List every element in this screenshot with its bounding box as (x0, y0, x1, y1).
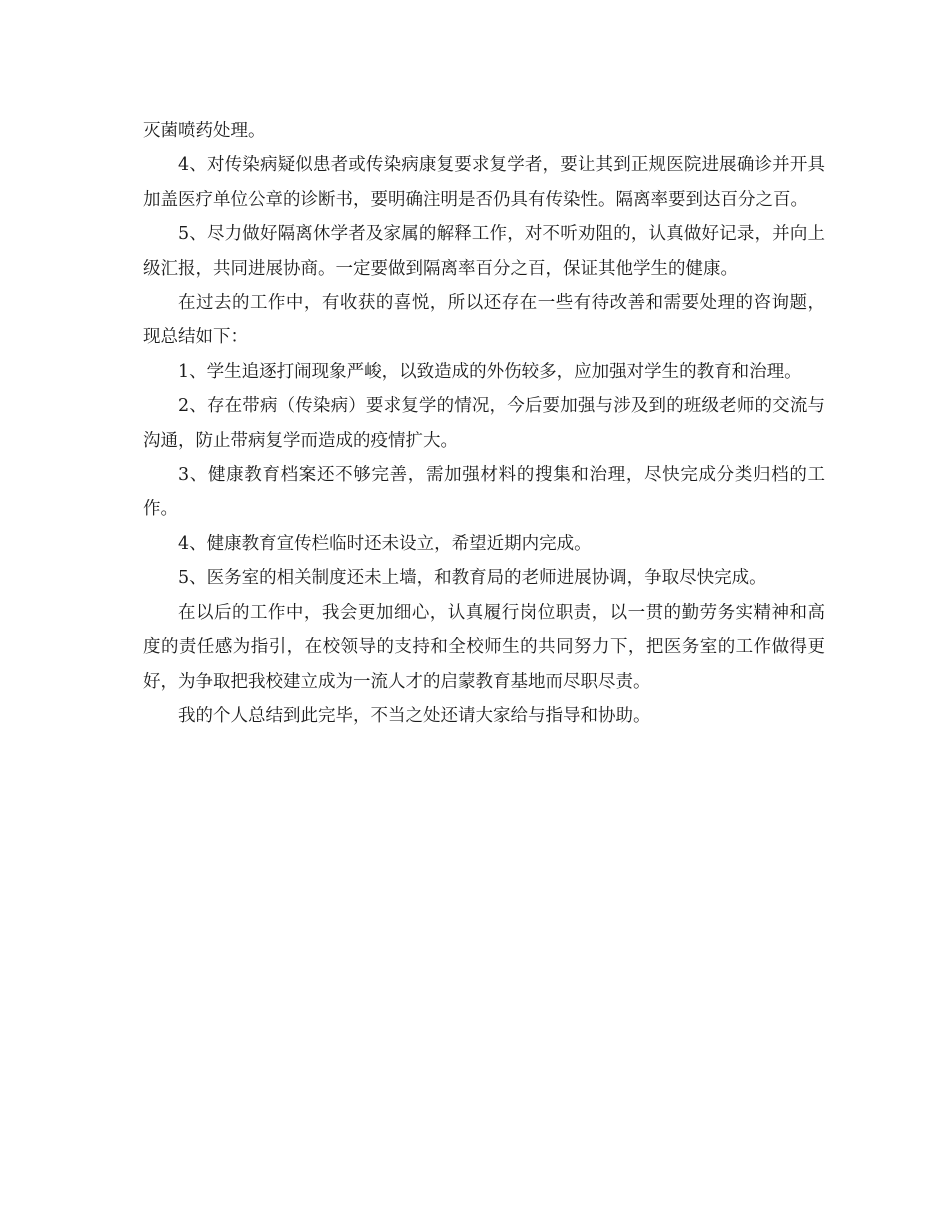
paragraph-summary-intro: 在过去的工作中，有收获的喜悦，所以还存在一些有待改善和需要处理的咨询题，现总结如下： (143, 293, 825, 348)
paragraph-issue-5: 5、医务室的相关制度还未上墙，和教育局的老师进展协调，争取尽快完成。 (178, 568, 767, 589)
paragraph-item-5-explanation: 5、尽力做好隔离休学者及家属的解释工作，对不听劝阻的，认真做好记录，并向上级汇报，共同进展协商。一定要做到隔离率百分之百，保证其他学生的健康。 (143, 224, 825, 279)
paragraph-issue-1: 1、学生追逐打闹现象严峻，以致造成的外伤较多，应加强对学生的教育和治理。 (178, 361, 802, 382)
paragraph-issue-2: 2、存在带病（传染病）要求复学的情况，今后要加强与涉及到的班级老师的交流与沟通，防止带病复学而造成的疫情扩大。 (143, 396, 825, 451)
paragraph-issue-3: 3、健康教育档案还不够完善，需加强材料的搜集和治理，尽快完成分类归档的工作。 (143, 465, 825, 520)
paragraph-item-4-diagnosis: 4、对传染病疑似患者或传染病康复要求复学者，要让其到正规医院进展确诊并开具加盖医疗单位公章的诊断书，要明确注明是否仍具有传染性。隔离率要到达百分之百。 (143, 155, 825, 210)
paragraph-issue-4: 4、健康教育宣传栏临时还未设立，希望近期内完成。 (178, 533, 592, 554)
paragraph-closing: 我的个人总结到此完毕，不当之处还请大家给与指导和协助。 (178, 705, 651, 726)
document-body (143, 114, 825, 733)
paragraph-continuation: 灭菌喷药处理。 (143, 121, 266, 141)
paragraph-future-work: 在以后的工作中，我会更加细心，认真履行岗位职责，以一贯的勤劳务实精神和高度的责任感为指引，在校领导的支持和全校师生的共同努力下，把医务室的工作做得更好，为争取把我校建立成为一流人才的启蒙教育基地而尽职尽责。 (143, 602, 825, 692)
